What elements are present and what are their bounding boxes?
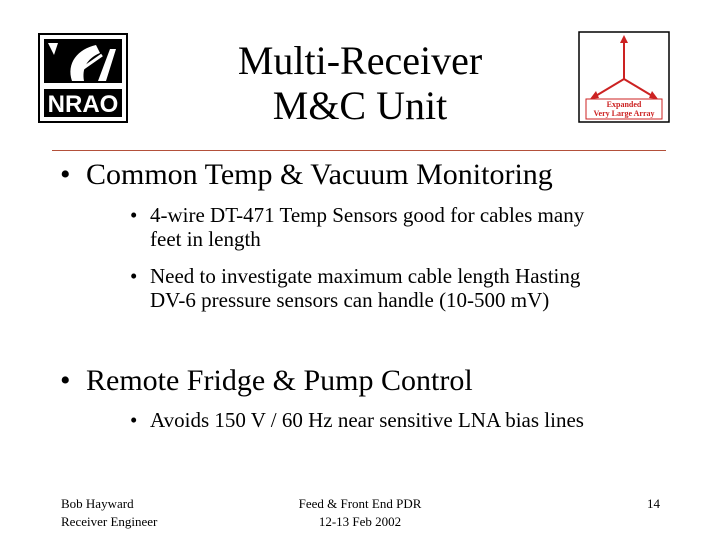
footer-event xyxy=(260,495,460,531)
sub-bullet-2-1 xyxy=(130,408,690,432)
footer-author xyxy=(61,495,157,531)
sub-bullet-1-2 xyxy=(130,264,670,312)
slide-title xyxy=(180,38,540,128)
nrao-logo-graphic xyxy=(38,33,128,123)
footer-author-role: Receiver Engineer xyxy=(61,514,158,529)
sub-bullet-2-1-glyph: • xyxy=(130,408,138,432)
bullet-2 xyxy=(60,364,473,398)
title-divider xyxy=(52,150,666,151)
sub-bullet-1-1-glyph: • xyxy=(130,203,138,227)
sub-bullet-1-1-line2: feet in length xyxy=(150,227,261,251)
evla-logo xyxy=(578,31,670,123)
nrao-logo xyxy=(38,33,128,123)
sub-bullet-2-1-line1: Avoids 150 V / 60 Hz near sensitive LNA bias lines xyxy=(150,408,584,432)
sub-bullet-1-2-line2: DV-6 pressure sensors can handle (10-500 mV) xyxy=(150,288,550,312)
evla-logo-line1: Expanded xyxy=(606,100,642,109)
bullet-1-text: Common Temp & Vacuum Monitoring xyxy=(86,158,553,191)
title-line-1: Multi-Receiver xyxy=(237,38,483,83)
bullet-2-text: Remote Fridge & Pump Control xyxy=(86,364,473,397)
sub-bullet-1-2-line1: Need to investigate maximum cable length Hasting xyxy=(150,264,581,288)
sub-bullet-1-1 xyxy=(130,203,670,251)
evla-logo-graphic xyxy=(578,31,670,123)
sub-bullet-1-1-line1: 4-wire DT-471 Temp Sensors good for cables many xyxy=(150,203,585,227)
sub-bullet-1-2-glyph: • xyxy=(130,264,138,288)
svg-text:NRAO: NRAO xyxy=(47,91,119,118)
footer-author-name: Bob Hayward xyxy=(61,496,134,511)
footer-event-date: 12-13 Feb 2002 xyxy=(318,514,402,529)
bullet-2-glyph: • xyxy=(60,364,71,397)
bullet-1 xyxy=(60,158,553,192)
footer-event-name: Feed & Front End PDR xyxy=(298,496,422,511)
evla-logo-line2: Very Large Array xyxy=(593,109,655,118)
title-line-2: M&C Unit xyxy=(272,83,448,128)
bullet-1-glyph: • xyxy=(60,158,71,191)
page-number: 14 xyxy=(647,496,660,511)
